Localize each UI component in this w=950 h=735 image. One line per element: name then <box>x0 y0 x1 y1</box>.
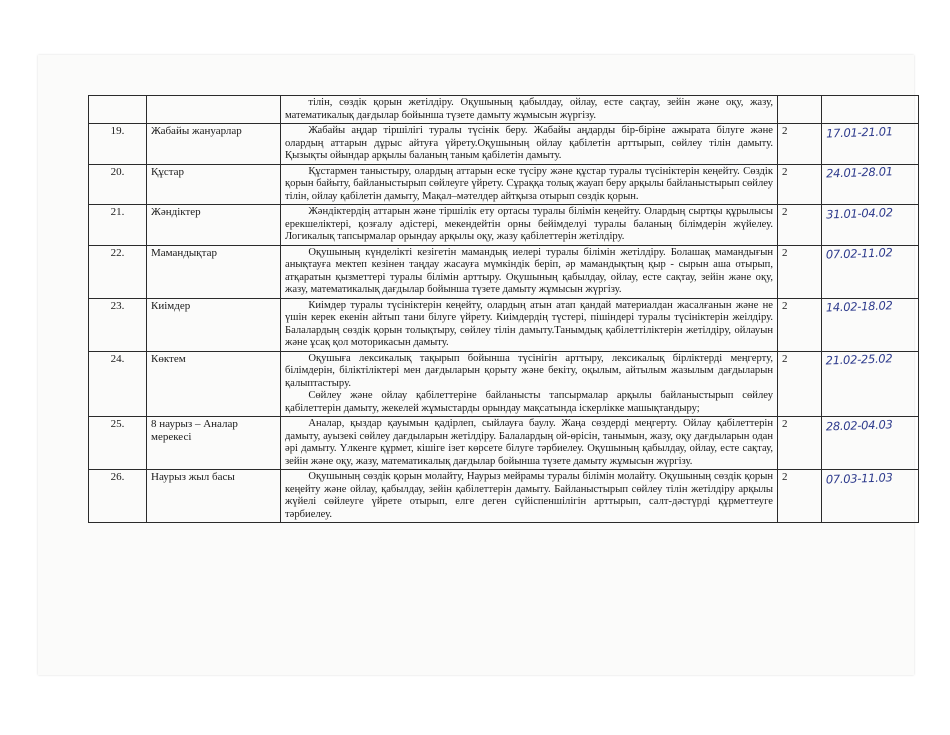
row-number <box>89 96 147 124</box>
description-paragraph: Аналар, қыздар қауымын қадірлеп, сыйлауға баулу. Жаңа сөздерді меңгерту. Ойлау қабілеттерін дамыту, ауызекі сөйлеу дағдыларын жетілдіру. Балалардың ой-өрісін, танымын, жазу, оқу дағдыларын одан әрі дамыту. Үлкенге құрмет, кішіге ізет көрсете білуге тәрбиелеу. Оқушының қабылдау, ойлау, есте сақтау, зейін және оқу, жазу, математикалық дағдылар бойынша түзете дамыту жұмысын жүргізу. <box>285 418 773 467</box>
description-paragraph: Оқушының сөздік қорын молайту, Наурыз мейрамы туралы білімін молайту. Оқушының сөздік қорын кеңейту және ойлау, қабылдау, зейін қабілеттерін дамыту. Байланыстырып сөйлеу тілін жетілдіру арқылы жүйелі сөйлеуге үйрете отырып, елге деген сүйіспеншілігін арттырып, салт-дәстүрді құрметтеуге тәрбиелеу. <box>285 471 773 520</box>
description-paragraph: тілін, сөздік қорын жетілдіру. Оқушының қабылдау, ойлау, есте сақтау, зейін және оқу, жазу, математикалық дағдылар бойынша түзете дамыту жұмысын жүргізу. <box>285 97 773 121</box>
row-number: 19. <box>89 124 147 165</box>
topic-cell: Киімдер <box>147 298 281 351</box>
description-paragraph: Сөйлеу және ойлау қабілеттеріне байланысты тапсырмалар арқылы байланыстырып сөйлеу қабілеттерін дамыту, жекелей жұмыстарды орындау мақсатында іскерлікке машықтандыру; <box>285 390 773 414</box>
description-cell <box>281 124 778 165</box>
row-number: 23. <box>89 298 147 351</box>
description-cell <box>281 351 778 417</box>
handwritten-dates: 07.02-11.02 <box>821 243 920 299</box>
handwritten-dates <box>821 94 919 125</box>
row-number: 21. <box>89 205 147 246</box>
description-cell <box>281 245 778 298</box>
hours-cell: 2 <box>778 164 822 205</box>
topic-cell: Наурыз жыл басы <box>147 470 281 523</box>
handwritten-dates: 17.01-21.01 <box>821 122 919 166</box>
handwritten-dates: 24.01-28.01 <box>821 162 919 206</box>
hours-cell: 2 <box>778 205 822 246</box>
description-cell <box>281 164 778 205</box>
hours-cell: 2 <box>778 470 822 523</box>
row-number: 26. <box>89 470 147 523</box>
row-number: 20. <box>89 164 147 205</box>
description-cell <box>281 298 778 351</box>
topic-cell: Жәндіктер <box>147 205 281 246</box>
hours-cell: 2 <box>778 351 822 417</box>
lesson-plan-table <box>88 95 919 523</box>
description-cell <box>281 205 778 246</box>
row-number: 25. <box>89 417 147 470</box>
description-paragraph: Жәндіктердің аттарын және тіршілік ету ортасы туралы білімін кеңейту. Олардың сыртқы құрылысы ерекшеліктері, қозғалу әдістері, мекендейтін орны бейімделуі туралы баланың білімдерін жүйелеу. Логикалық тапсырмалар орындау арқылы оқу, жазу қабілеттерін жетілдіру. <box>285 206 773 242</box>
handwritten-dates: 14.02-18.02 <box>821 296 920 352</box>
table-row <box>89 164 919 205</box>
table-row <box>89 205 919 246</box>
table-row <box>89 298 919 351</box>
topic-cell <box>147 96 281 124</box>
table-row <box>89 124 919 165</box>
table-row <box>89 351 919 417</box>
hours-cell <box>778 96 822 124</box>
row-number: 22. <box>89 245 147 298</box>
topic-cell: 8 наурыз – Аналар мерекесі <box>147 417 281 470</box>
description-paragraph: Киімдер туралы түсініктерін кеңейту, олардың атын атап қандай материалдан жасалғанын және не үшін керек екенін айтып тани білуге үйрету. Киімдердің түстері, пішіндері туралы түсініктерін жеілдіру. Балалардың сөздік қорын толықтыру, сөйлеу тілін дамыту.Танымдық қабілеттіліктерін жетілдіру, ойлауын және ұсақ қол моторикасын дамыту. <box>285 299 773 348</box>
handwritten-dates: 07.03-11.03 <box>821 468 920 524</box>
description-paragraph: Оқушыға лексикалық тақырып бойынша түсінігін арттыру, лексикалық бірліктерді меңгерту, білімдерін, біліктіліктері мен дағдыларын қорыту және бекіту, оқылым, айтылым жазылым дағдыларын қалыптастыру. <box>285 352 773 389</box>
table-row <box>89 245 919 298</box>
hours-cell: 2 <box>778 298 822 351</box>
description-cell <box>281 470 778 523</box>
description-paragraph: Құстармен таныстыру, олардың аттарын еске түсіру және құстар туралы түсініктерін кеңейту. Сөздік қорын байыту, байланыстырып сөйлеуге үйрету. Сұраққа толық жауап беру арқылы байланыстырып сөйлеу тілін, ойлау қабілетін дамыту, Мақал–мәтелдер айтқыза отырып сөздік қорын. <box>285 165 773 202</box>
topic-cell: Құстар <box>147 164 281 205</box>
description-cell <box>281 417 778 470</box>
description-paragraph: Оқушының күнделікті кезігетін мамандық иелері туралы білімін жетілдіру. Болашақ мамандығын анықтауға мектеп кезінен таңдау жасауға мүмкіндік беріп, әр мамандықтың қыр - сырын аша отырып, атқаратын қызметтері туралы білімін арттыру. Оқушының қабылдау, ойлау, есте сақтау, зейін және оқу, жазу, математикалық дағдылар бойынша түзете дамыту жұмысын жүргізу. <box>285 246 773 295</box>
topic-cell: Жабайы жануарлар <box>147 124 281 165</box>
scanned-page <box>38 55 914 675</box>
hours-cell: 2 <box>778 124 822 165</box>
handwritten-dates: 28.02-04.03 <box>821 415 920 471</box>
topic-cell: Көктем <box>147 351 281 417</box>
handwritten-dates: 31.01-04.02 <box>821 203 919 247</box>
table-row <box>89 417 919 470</box>
hours-cell: 2 <box>778 417 822 470</box>
description-paragraph: Жабайы аңдар тіршілігі туралы түсінік беру. Жабайы аңдарды бір-біріне ажырата білуге және олардың аттарын дұрыс айтуға үйрету.Оқушының ойлау қабілетін арттырып, сөйлеу тілін дамыту. Қызықты ойындар арқылы баланың таным қабілетін дамыту. <box>285 125 773 161</box>
table-row <box>89 96 919 124</box>
topic-cell: Мамандықтар <box>147 245 281 298</box>
row-number: 24. <box>89 351 147 417</box>
table-row <box>89 470 919 523</box>
description-cell <box>281 96 778 124</box>
handwritten-dates: 21.02-25.02 <box>820 349 919 418</box>
hours-cell: 2 <box>778 245 822 298</box>
